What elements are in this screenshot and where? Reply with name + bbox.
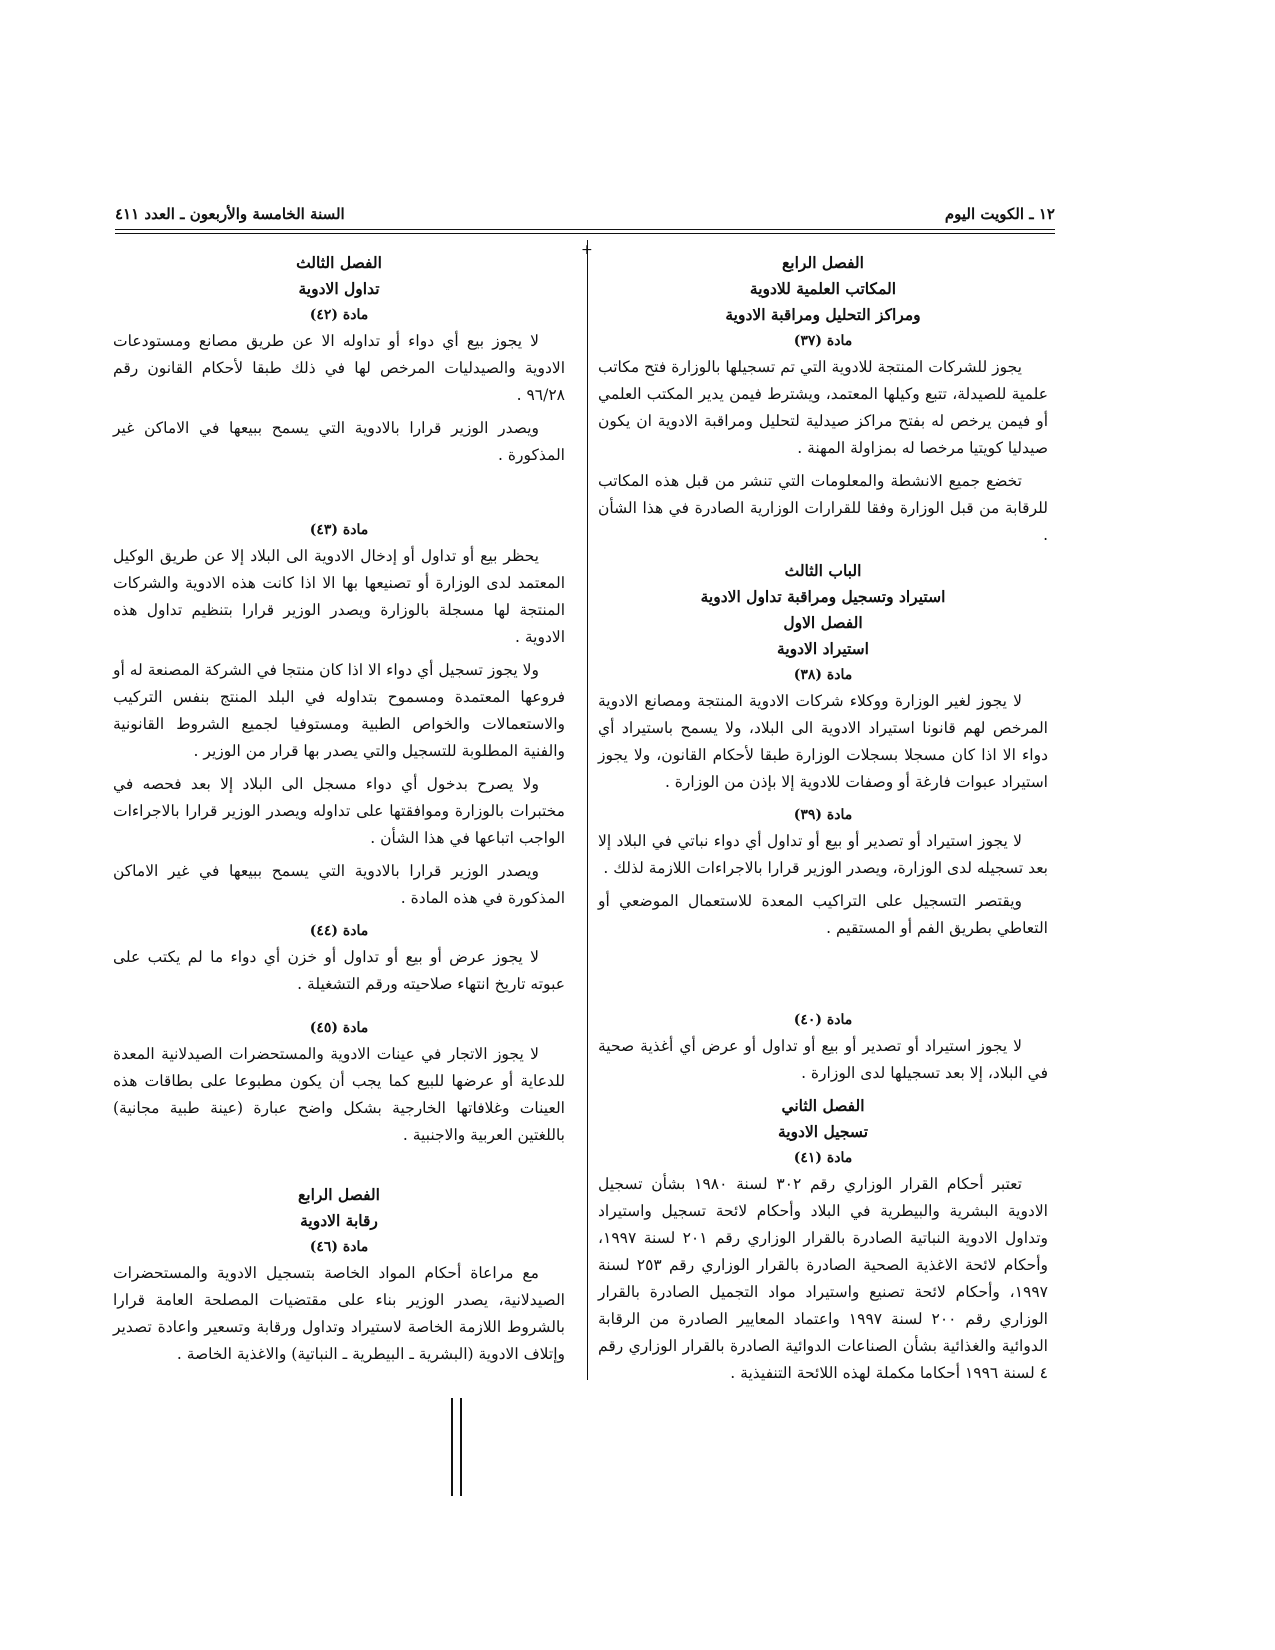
left-column-block-3 [113,1015,565,1155]
article-number: مادة (٤٠) [793,1012,853,1028]
chapter-heading: الفصل الرابع [298,1185,380,1204]
chapter-title: استيراد الادوية [777,639,869,658]
article-number: مادة (٣٩) [793,807,853,823]
left-column-block-4 [113,1182,565,1374]
left-column-block-2 [113,517,565,1004]
article-number: مادة (٤١) [793,1150,853,1166]
page-header [115,205,1055,229]
article-paragraph: يحظر بيع أو تداول أو إدخال الادوية الى البلاد إلا عن طريق الوكيل المعتمد لدى الوزارة أو تصنيعها بها الا اذا كانت هذه الادوية والشركات المنتجة لها مسجلة بالوزارة ويصدر الوزير قرارا بتنظيم تداول هذه الادوية . [113,547,565,646]
chapter-title: المكاتب العلمية للادوية [749,279,897,298]
article-paragraph: ولا يصرح بدخول أي دواء مسجل الى البلاد إلا بعد فحصه في مختبرات بالوزارة وموافقتها على تداوله ويصدر الوزير قرارا بالاجراءات الواجب اتباعها في هذا الشأن . [113,775,565,847]
part-title: استيراد وتسجيل ومراقبة تداول الادوية [700,587,946,606]
article-number: مادة (٤٦) [309,1239,369,1255]
article-paragraph: ويصدر الوزير قرارا بالادوية التي يسمح ببيعها في الاماكن غير المذكورة . [113,419,565,464]
divider-cross-mark: + [581,242,593,258]
article-number: مادة (٤٢) [309,307,369,323]
right-column-block-2 [598,558,1048,948]
left-column-block-1 [113,250,565,475]
article-number: مادة (٣٨) [793,667,853,683]
chapter-heading: الفصل الاول [783,613,863,632]
article-paragraph: تخضع جميع الانشطة والمعلومات التي تنشر من قبل هذه المكاتب للرقابة من قبل الوزارة وفقا للقرارات الوزارية الصادرة في هذا الشأن . [598,472,1048,544]
article-paragraph: لا يجوز عرض أو بيع أو تداول أو خزن أي دواء ما لم يكتب على عبوته تاريخ انتهاء صلاحيته ورقم التشغيلة . [113,948,565,993]
chapter-title: تسجيل الادوية [777,1122,869,1141]
part-heading: الباب الثالث [784,561,862,580]
chapter-title: ومراكز التحليل ومراقبة الادوية [725,305,921,324]
chapter-title: تداول الادوية [298,279,380,298]
right-column-block-1 [598,250,1048,555]
article-paragraph: لا يجوز الاتجار في عينات الادوية والمستحضرات الصيدلانية المعدة للدعاية أو عرضها للبيع كما يجب أن يكون مطبوعا على بطاقات هذه العينات وغلافاتها الخارجية بشكل واضح عبارة (عينة طبية مجانية) باللغتين العربية والاجنبية . [113,1045,565,1144]
article-paragraph: لا يجوز لغير الوزارة ووكلاء شركات الادوية المنتجة ومصانع الادوية المرخص لهم قانونا استيراد الادوية الى البلاد، ولا يسمح باستيراد أي دواء الا اذا كان مسجلا بسجلات الوزارة طبقا لأحكام القانون، ولا يجوز استيراد عبوات فارغة أو وصفات للادوية إلا بإذن من الوزارة . [598,692,1048,791]
article-paragraph: ويصدر الوزير قرارا بالادوية التي يسمح ببيعها في غير الاماكن المذكورة في هذه المادة . [113,862,565,907]
article-number: مادة (٣٧) [793,333,853,349]
chapter-heading: الفصل الثاني [781,1096,865,1115]
article-paragraph: لا يجوز بيع أي دواء أو تداوله الا عن طريق مصانع ومستودعات الادوية والصيدليات المرخص لها في ذلك طبقا لأحكام القانون رقم ٩٦/٢٨ . [113,332,565,404]
article-paragraph: يجوز للشركات المنتجة للادوية التي تم تسجيلها بالوزارة فتح مكاتب علمية للصيدلة، تتبع وكيلها المعتمد، ويشترط فيمن يدير المكتب العلمي أو فيمن يرخص له بفتح مراكز صيدلية لتحليل ومراقبة الادوية ان يكون صيدليا كويتيا مرخصا له بمزاولة المهنة . [598,358,1048,457]
bottom-double-rule [451,1398,462,1496]
article-paragraph: ولا يجوز تسجيل أي دواء الا اذا كان منتجا في الشركة المصنعة له أو فروعها المعتمدة ومسموح بتداوله في البلد المنتج بنفس التركيب والاستعمالات والخواص الطبية ومستوفيا لجميع الشروط القانونية والفنية المطلوبة للتسجيل والتي يصدر بها قرار من الوزير . [113,661,565,760]
article-paragraph: تعتبر أحكام القرار الوزاري رقم ٣٠٢ لسنة ١٩٨٠ بشأن تسجيل الادوية البشرية والبيطرية في البلاد وأحكام لائحة تسجيل واستيراد وتداول الادوية النباتية الصادرة بالقرار الوزاري رقم ٢٠١ لسنة ١٩٩٧، وأحكام لائحة الاغذية الصحية الصادرة بالقرار الوزاري رقم ٢٥٣ لسنة ١٩٩٧، وأحكام لائحة تصنيع واستيراد مواد التجميل الصادرة بالقرار الوزاري رقم ٢٠٠ لسنة ١٩٩٧ واعتماد المعايير الصادرة من الرقابة الدوائية والغذائية بشأن الصناعات الدوائية الصادرة بالقرار الوزاري رقم ٤ لسنة ١٩٩٦ أحكاما مكملة لهذه اللائحة التنفيذية . [598,1175,1048,1382]
header-page-title: ١٢ ـ الكويت اليوم [944,205,1055,223]
article-paragraph: لا يجوز استيراد أو تصدير أو بيع أو تداول أو عرض أي أغذية صحية في البلاد، إلا بعد تسجيلها لدى الوزارة . [598,1037,1048,1082]
right-column-block-3 [598,1007,1048,1393]
header-rule-thin [115,233,1055,234]
chapter-heading: الفصل الرابع [782,253,864,272]
header-rule [115,229,1055,230]
chapter-heading: الفصل الثالث [296,253,382,272]
article-paragraph: مع مراعاة أحكام المواد الخاصة بتسجيل الادوية والمستحضرات الصيدلانية، يصدر الوزير بناء على مقتضيات المصلحة العامة قرارا بالشروط اللازمة الخاصة لاستيراد وتداول ورقابة وتسعير واعادة تصدير وإتلاف الادوية (البشرية ـ البيطرية ـ النباتية) والاغذية الخاصة . [113,1264,565,1363]
article-number: مادة (٤٤) [309,923,369,939]
article-number: مادة (٤٣) [309,522,369,538]
column-divider [587,240,588,1380]
chapter-title: رقابة الادوية [300,1211,378,1230]
article-paragraph: ويقتصر التسجيل على التراكيب المعدة للاستعمال الموضعي أو التعاطي بطريق الفم أو المستقيم . [598,892,1048,937]
article-number: مادة (٤٥) [309,1020,369,1036]
article-paragraph: لا يجوز استيراد أو تصدير أو بيع أو تداول أي دواء نباتي في البلاد إلا بعد تسجيله لدى الوزارة، ويصدر الوزير قرارا بالاجراءات اللازمة لذلك . [598,832,1048,877]
header-issue-info: السنة الخامسة والأربعون ـ العدد ٤١١ [115,205,345,223]
